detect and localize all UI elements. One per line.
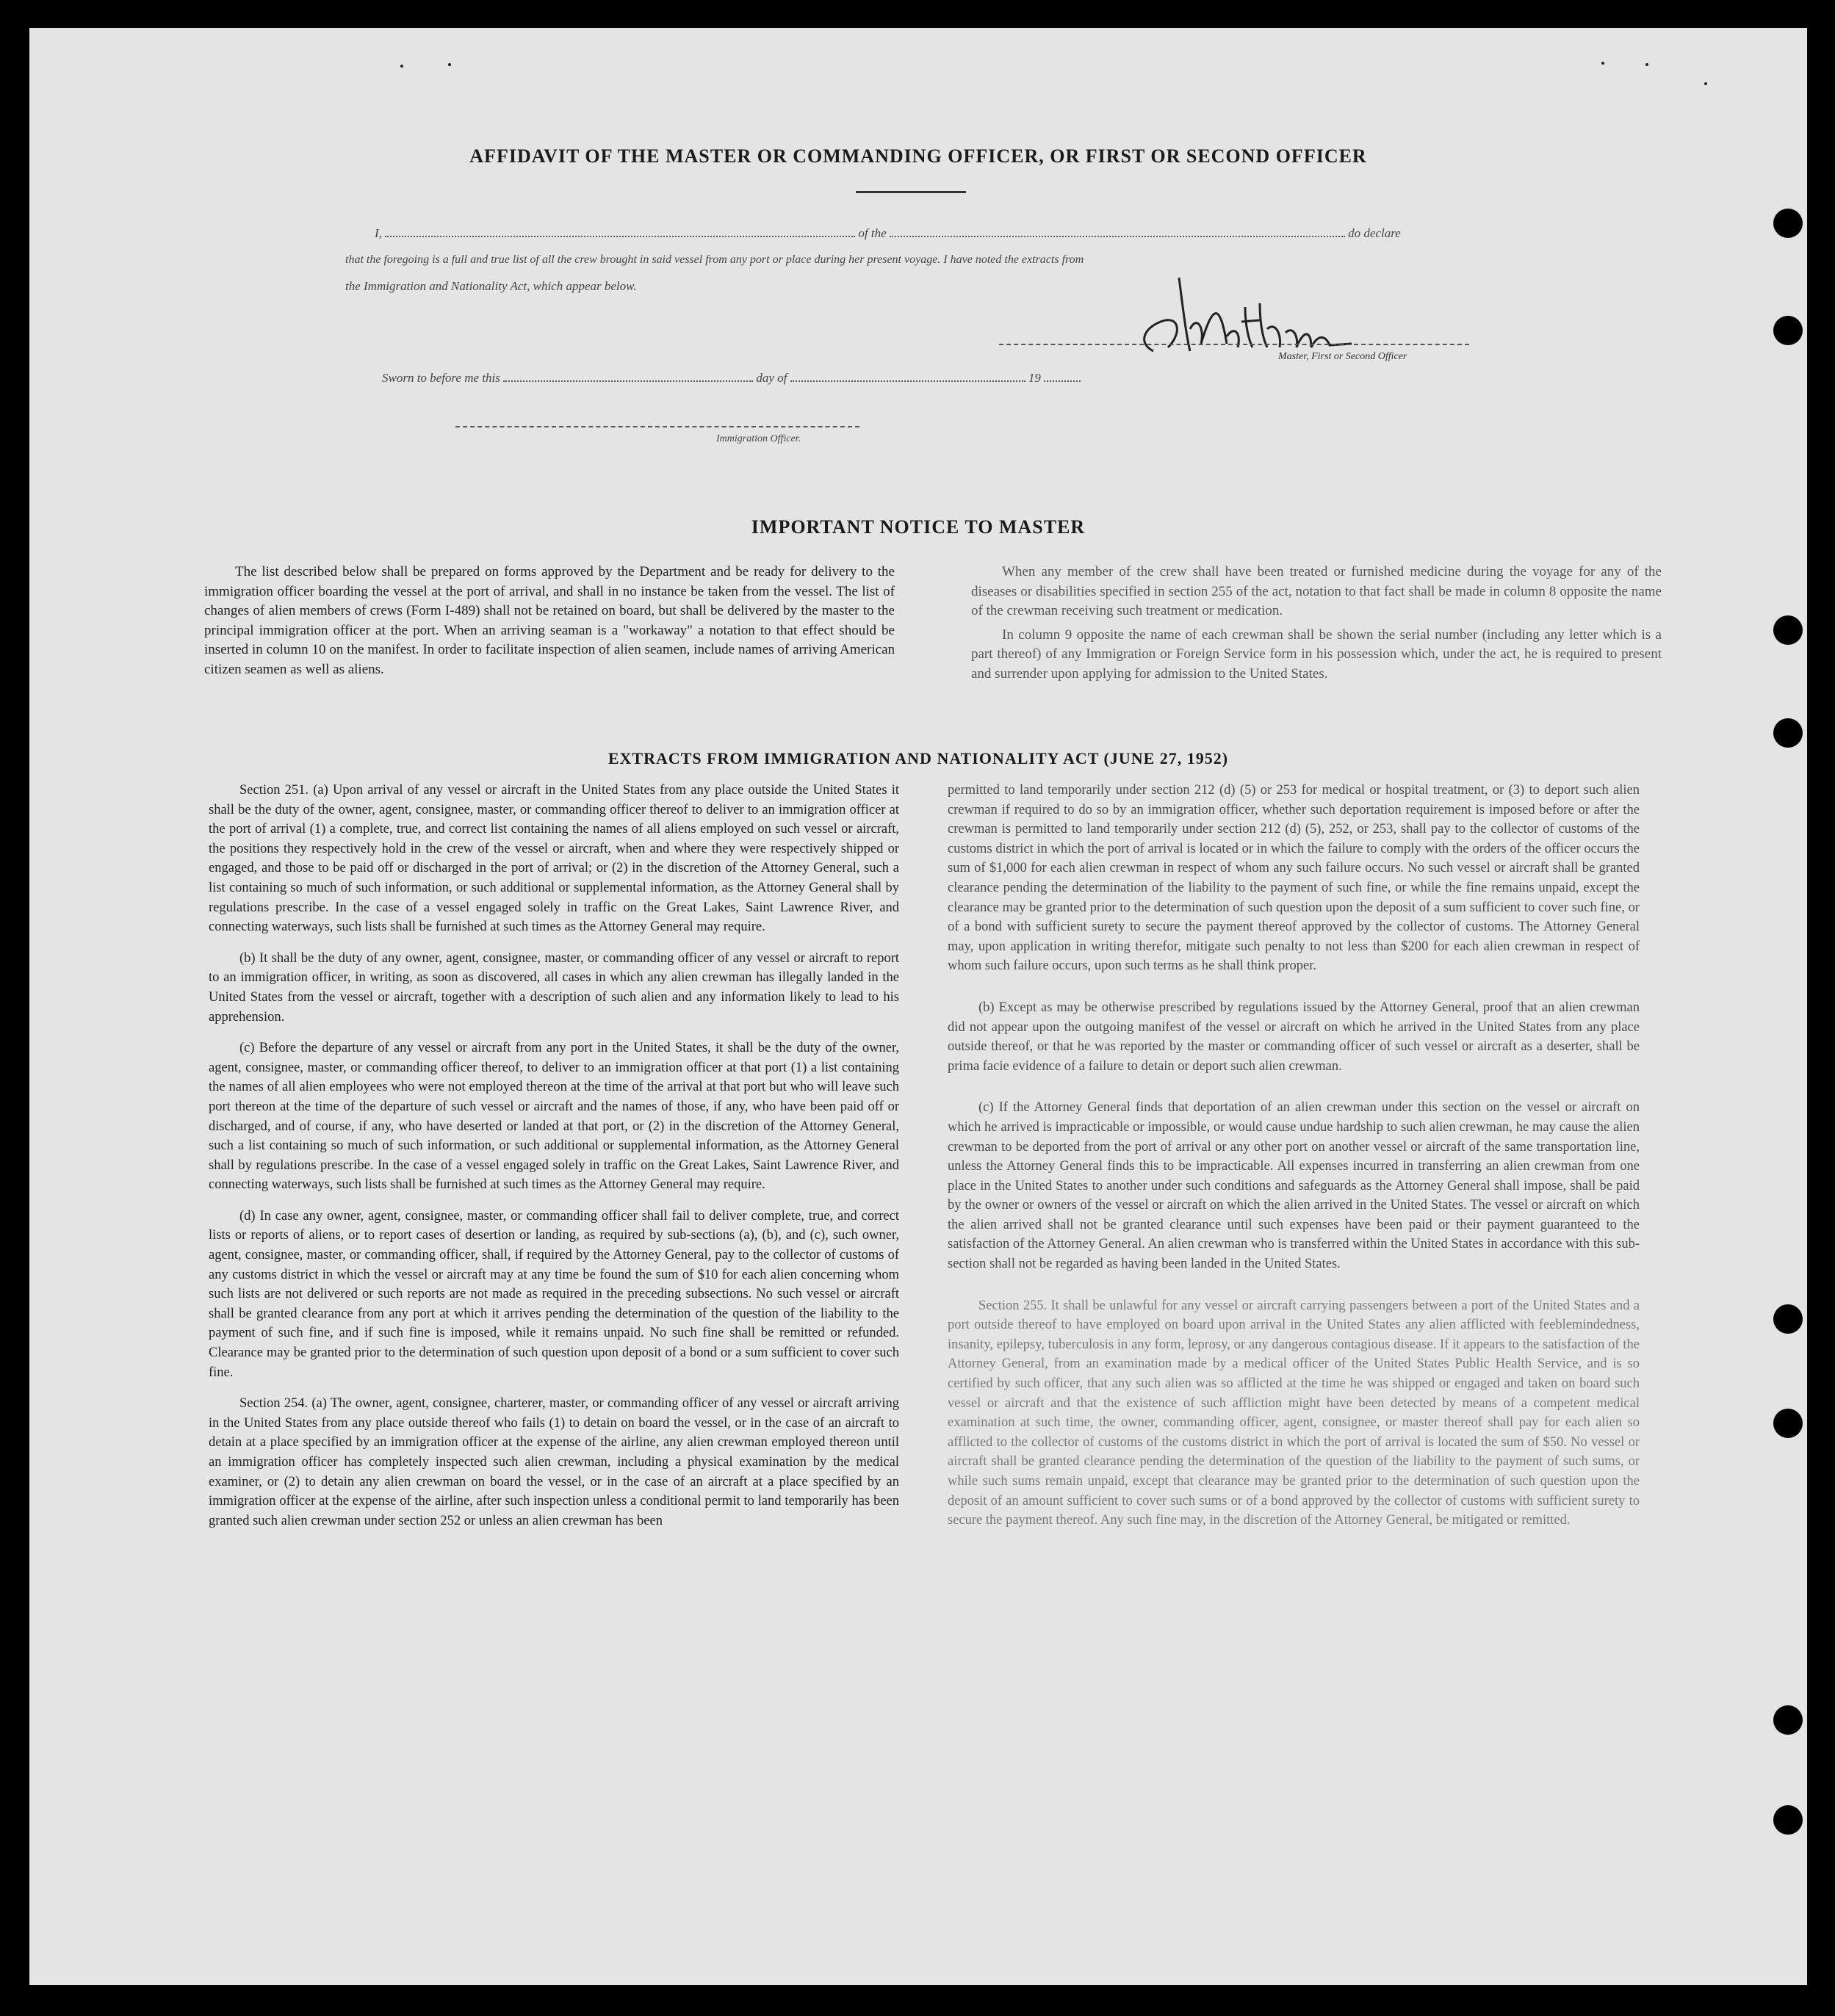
day-of-label: day of xyxy=(756,371,787,385)
year-label: 19 xyxy=(1028,371,1041,385)
speck xyxy=(400,65,403,68)
sworn-line xyxy=(382,370,1300,386)
immigration-officer-line[interactable] xyxy=(455,426,859,427)
sworn-year-field[interactable] xyxy=(1044,370,1081,382)
section-paragraph: (b) It shall be the duty of any owner, agent, consignee, master, or commanding officer of any vessel or aircraft to report to an immigration officer, in writing, as soon as discovered, all cases in which any alien crewman has illegally landed in the United States from the vessel or aircraft, together with a description of such alien and any information likely to lead to his apprehension. xyxy=(209,950,899,1025)
section-paragraph: (d) In case any owner, agent, consignee, master, or commanding officer shall fail to deliver complete, true, and correct lists or reports of aliens, or to report cases of desertion or landing, as required by sub-sections (a), (b), and (c), such owner, agent, consignee, master, or commanding officer, shall, if required by the Attorney General, pay to the collector of customs of any customs district in which the vessel or aircraft may at any time be found the sum of $10 for each alien concerning whom such lists are not delivered or such reports are not made as required in the preceding subsections. No such vessel or aircraft shall be granted clearance from any port at which it arrives pending the determination of the question of the liability to the payment of such fine, and if such fine is imposed, while it remains unpaid. No such fine shall be remitted or refunded. Clearance may be granted prior to the determination of such question upon deposit of a bond or a sum sufficient to cover such fine. xyxy=(209,1208,899,1380)
section-paragraph: (c) If the Attorney General finds that deportation of an alien crewman under this section on the vessel or aircraft on which he arrived is impracticable or impossible, or would cause undue hardship to such alien crewman, he may cause the alien crewman to be deported from the port of arrival or any other port on another vessel or aircraft of the same transportation line, unless the Attorney General finds this to be impracticable. All expenses incurred in transferring an alien crewman from one place in the United States to another under such conditions and safeguards as the Attorney General shall impose, shall be paid by the owner or owners of the vessel or aircraft on which the alien arrived in the United States. The vessel or aircraft on which the alien arrived shall not be granted clearance until such expenses have been paid or their payment guaranteed to the satisfaction of the Attorney General. An alien crewman who is transferred within the United States in accordance with this sub-section shall not be regarded as having been landed in the United States. xyxy=(948,1100,1640,1272)
notice-left-column xyxy=(204,563,895,690)
signature-line[interactable] xyxy=(999,344,1469,345)
signature-caption: Master, First or Second Officer xyxy=(1278,351,1407,362)
punch-hole xyxy=(1773,1705,1803,1735)
section-paragraph: Section 251. (a) Upon arrival of any vessel or aircraft in the United States from any place outside the United States it shall be the duty of the owner, agent, consignee, master, or commanding officer thereof to deliver to an immigration officer at the port of arrival (1) a complete, true, and correct list containing the names of all aliens employed on such vessel or aircraft, the positions they respectively hold in the crew of the vessel or aircraft, when and where they were respectively shipped or engaged, and those to be paid off or discharged in the port of arrival; or (2) in the discretion of the Attorney General, such a list containing so much of such information, or such additional or supplemental information, as the Attorney General shall by regulations prescribe. In the case of a vessel engaged solely in traffic on the Great Lakes, Saint Lawrence River, and connecting waterways, such lists shall be furnished at such times as the Attorney General may require. xyxy=(209,783,899,935)
immigration-officer-caption: Immigration Officer. xyxy=(716,433,801,444)
notice-paragraph: When any member of the crew shall have been treated or furnished medicine during the voyage for any of the diseases or disabilities specified in section 255 of the act, notation to that fact shall be made in column 8 opposite the name of the crewman receiving such treatment or medication. xyxy=(971,564,1662,619)
vessel-field[interactable] xyxy=(890,225,1345,237)
punch-hole xyxy=(1773,718,1803,748)
declaration-line-2: that the foregoing is a full and true list of all the crew brought in said vessel from any port or place during her present voyage. I have noted the extracts from xyxy=(345,253,1084,266)
notice-paragraph: In column 9 opposite the name of each crewman shall be shown the serial number (including any letter which is a part thereof) of any Immigration or Foreign Service form in his possession which, under the act, he is required to present and surrender upon applying for admission to the United States. xyxy=(971,626,1662,682)
section-paragraph: Section 255. It shall be unlawful for any vessel or aircraft carrying passengers between a port of the United States and a port outside thereof to have employed on board upon arrival in the United States any alien afflicted with feeblemindedness, insanity, epilepsy, tuberculosis in any form, leprosy, or any dangerous contagious disease. If it appears to the satisfaction of the Attorney General, from an examination made by a medical officer of the United States Public Health Service, and is so certified by such officer, that any such alien was so afflicted at the time he was shipped or engaged and taken on board such vessel or aircraft and that the existence of such affliction might have been detected by means of a competent medical examination at such time, the owner, commanding officer, agent, consignee, or master thereof shall pay for each alien so afflicted to the collector of customs of the customs district in which the port of arrival is located the sum of $50. No vessel or aircraft shall be granted clearance pending the determination of the question of the liability to the payment of such sums, or while such sums remain unpaid, except that clearance may be granted prior to the determination of such question upon the deposit of an amount sufficient to cover such sums or of a bond approved by the collector of customs with sufficient surety to secure the payment thereof. Any such fine may, in the discretion of the Attorney General, be mitigated or remitted. xyxy=(948,1298,1640,1528)
declaration-line-1 xyxy=(375,220,1521,247)
punch-hole xyxy=(1773,316,1803,345)
punch-hole xyxy=(1773,1805,1803,1835)
title-rule xyxy=(856,191,966,193)
notice-right-column xyxy=(971,563,1662,689)
sworn-month-field[interactable] xyxy=(790,370,1025,382)
speck xyxy=(1645,63,1648,66)
signature xyxy=(1109,263,1388,366)
notice-paragraph: The list described below shall be prepared on forms approved by the Department and be ready for delivery to the immigration officer boarding the vessel at the port of arrival, and shall in no instance be taken from the vessel. The list of changes of alien members of crews (Form I-489) shall not be retained on board, but shall be delivered by the master to the principal immigration officer at the port. When an arriving seaman is a "workaway" a notation to that effect should be inserted in column 10 on the manifest. In order to facilitate inspection of alien seamen, include names of arriving American citizen seamen as well as aliens. xyxy=(204,564,895,677)
punch-hole xyxy=(1773,1304,1803,1334)
section-paragraph: Section 254. (a) The owner, agent, consignee, charterer, master, or commanding officer of any vessel or aircraft arriving in the United States from any place outside thereof who fails (1) to detain on board the vessel, or in the case of an aircraft to detain at a place specified by an immigration officer at the expense of the airline, any alien crewman employed thereon until an immigration officer has completely inspected such alien crewman, including a physical examination by the medical examiner, or (2) to detain any alien crewman on board the vessel, or in the case of an aircraft at a place specified by an immigration officer at the expense of the airline, after such inspection unless a conditional permit to land temporarily has been granted such alien crewman under section 252 or unless an alien crewman has been xyxy=(209,1396,899,1528)
sworn-label: Sworn to before me this xyxy=(382,371,500,385)
document-page xyxy=(29,28,1807,1985)
notice-title: IMPORTANT NOTICE TO MASTER xyxy=(751,516,1086,538)
speck xyxy=(448,63,451,66)
sworn-day-field[interactable] xyxy=(503,370,753,382)
punch-hole xyxy=(1773,1409,1803,1438)
declaration-line-3: the Immigration and Nationality Act, which appear below. xyxy=(345,279,637,293)
extracts-right-column xyxy=(948,781,1640,1542)
of-the-label: of the xyxy=(858,226,887,240)
punch-hole xyxy=(1773,209,1803,238)
section-paragraph: permitted to land temporarily under section 212 (d) (5) or 253 for medical or hospital treatment, or (3) to deport such alien crewman if required to do so by an immigration officer, whether such deportation requirement is imposed before or after the crewman is permitted to land temporarily under section 212 (d) (5), 252, or 253, shall pay to the collector of customs of the customs district in which the port of arrival is located or in which the failure to comply with the orders of the officer occurs the sum of $1,000 for each alien crewman in respect of whom any such failure occurs. No such vessel or aircraft shall be granted clearance pending the determination of the liability to the payment of such fine, or while the fine remains unpaid, except the clearance may be granted prior to the determination of such question upon the deposit of a sum sufficient to cover such fine, or of a bond with sufficient surety to secure the payment thereof approved by the collector of customs. The Attorney General may, upon application in writing therefor, mitigate such penalty to not less than $200 for each alien crewman in respect of whom such failure occurs, upon such terms as he shall think proper. xyxy=(948,783,1640,974)
i-label: I, xyxy=(375,226,382,240)
speck xyxy=(1601,62,1604,65)
extracts-left-column xyxy=(209,781,899,1542)
do-declare-label: do declare xyxy=(1348,226,1401,240)
name-field[interactable] xyxy=(385,225,855,237)
punch-hole xyxy=(1773,615,1803,645)
extracts-title: EXTRACTS FROM IMMIGRATION AND NATIONALITY ACT (JUNE 27, 1952) xyxy=(608,749,1229,767)
affidavit-title: AFFIDAVIT OF THE MASTER OR COMMANDING OFFICER, OR FIRST OR SECOND OFFICER xyxy=(469,145,1367,167)
speck xyxy=(1704,82,1707,85)
section-paragraph: (c) Before the departure of any vessel or aircraft from any port in the United States, it shall be the duty of the owner, agent, consignee, master, or commanding officer thereof, to deliver to an immigration officer at that port (1) a list containing the names of all alien employees who were not employed thereon at the time of the arrival at that port but who will leave such port thereon at the time of the departure of such vessel or aircraft and the names of those, if any, who have been paid off or discharged, and of course, if any, who have deserted or landed at that port, or (2) in the discretion of the Attorney General, such a list containing so much of such information, or such additional or supplemental information, as the Attorney General shall by regulations prescribe. In the case of a vessel engaged solely in traffic on the Great Lakes, Saint Lawrence River, and connecting waterways, such lists shall be furnished at such times as the Attorney General may require. xyxy=(209,1041,899,1193)
section-paragraph: (b) Except as may be otherwise prescribed by regulations issued by the Attorney General, proof that an alien crewman did not appear upon the outgoing manifest of the vessel or aircraft on which he arrived in the United States from any place outside thereof, or that he was reported by the master or commanding officer of such vessel or aircraft as a deserter, shall be prima facie evidence of a failure to detain or deport such alien crewman. xyxy=(948,1000,1640,1074)
